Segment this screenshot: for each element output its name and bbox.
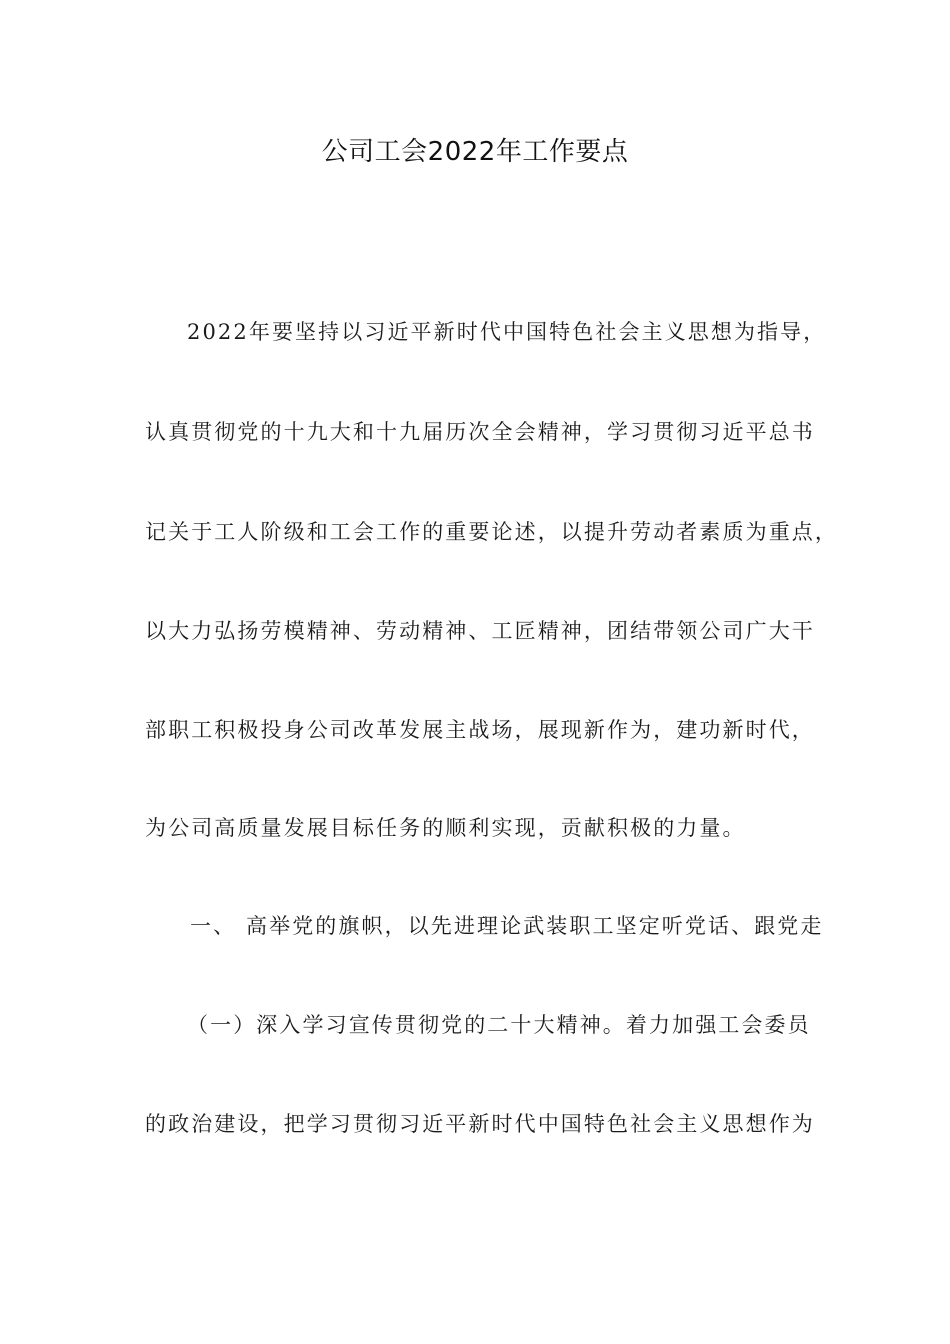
- document-title: 公司工会2022年工作要点: [321, 137, 629, 167]
- section-number: 一、: [190, 914, 237, 938]
- paragraph-line: 以大力弘扬劳模精神、劳动精神、工匠精神，团结带领公司广大干: [145, 619, 815, 643]
- paragraph-line: 认真贯彻党的十九大和十九届历次全会精神，学习贯彻习近平总书: [145, 420, 815, 444]
- paragraph-line: 为公司高质量发展目标任务的顺利实现，贡献积极的力量。: [145, 816, 746, 840]
- section-heading-text: 高举党的旗帜，以先进理论武装职工坚定听党话、跟党走: [246, 914, 824, 938]
- paragraph-line: 2022年要坚持以习近平新时代中国特色社会主义思想为指导，: [187, 320, 827, 344]
- section-heading: [190, 910, 830, 942]
- paragraph-line: 记关于工人阶级和工会工作的重要论述，以提升劳动者素质为重点，: [145, 520, 838, 544]
- paragraph-line: （一）深入学习宣传贯彻党的二十大精神。着力加强工会委员: [187, 1013, 811, 1037]
- paragraph-line: 部职工积极投身公司改革发展主战场，展现新作为，建功新时代，: [145, 718, 815, 742]
- paragraph-line: 的政治建设，把学习贯彻习近平新时代中国特色社会主义思想作为: [145, 1112, 815, 1136]
